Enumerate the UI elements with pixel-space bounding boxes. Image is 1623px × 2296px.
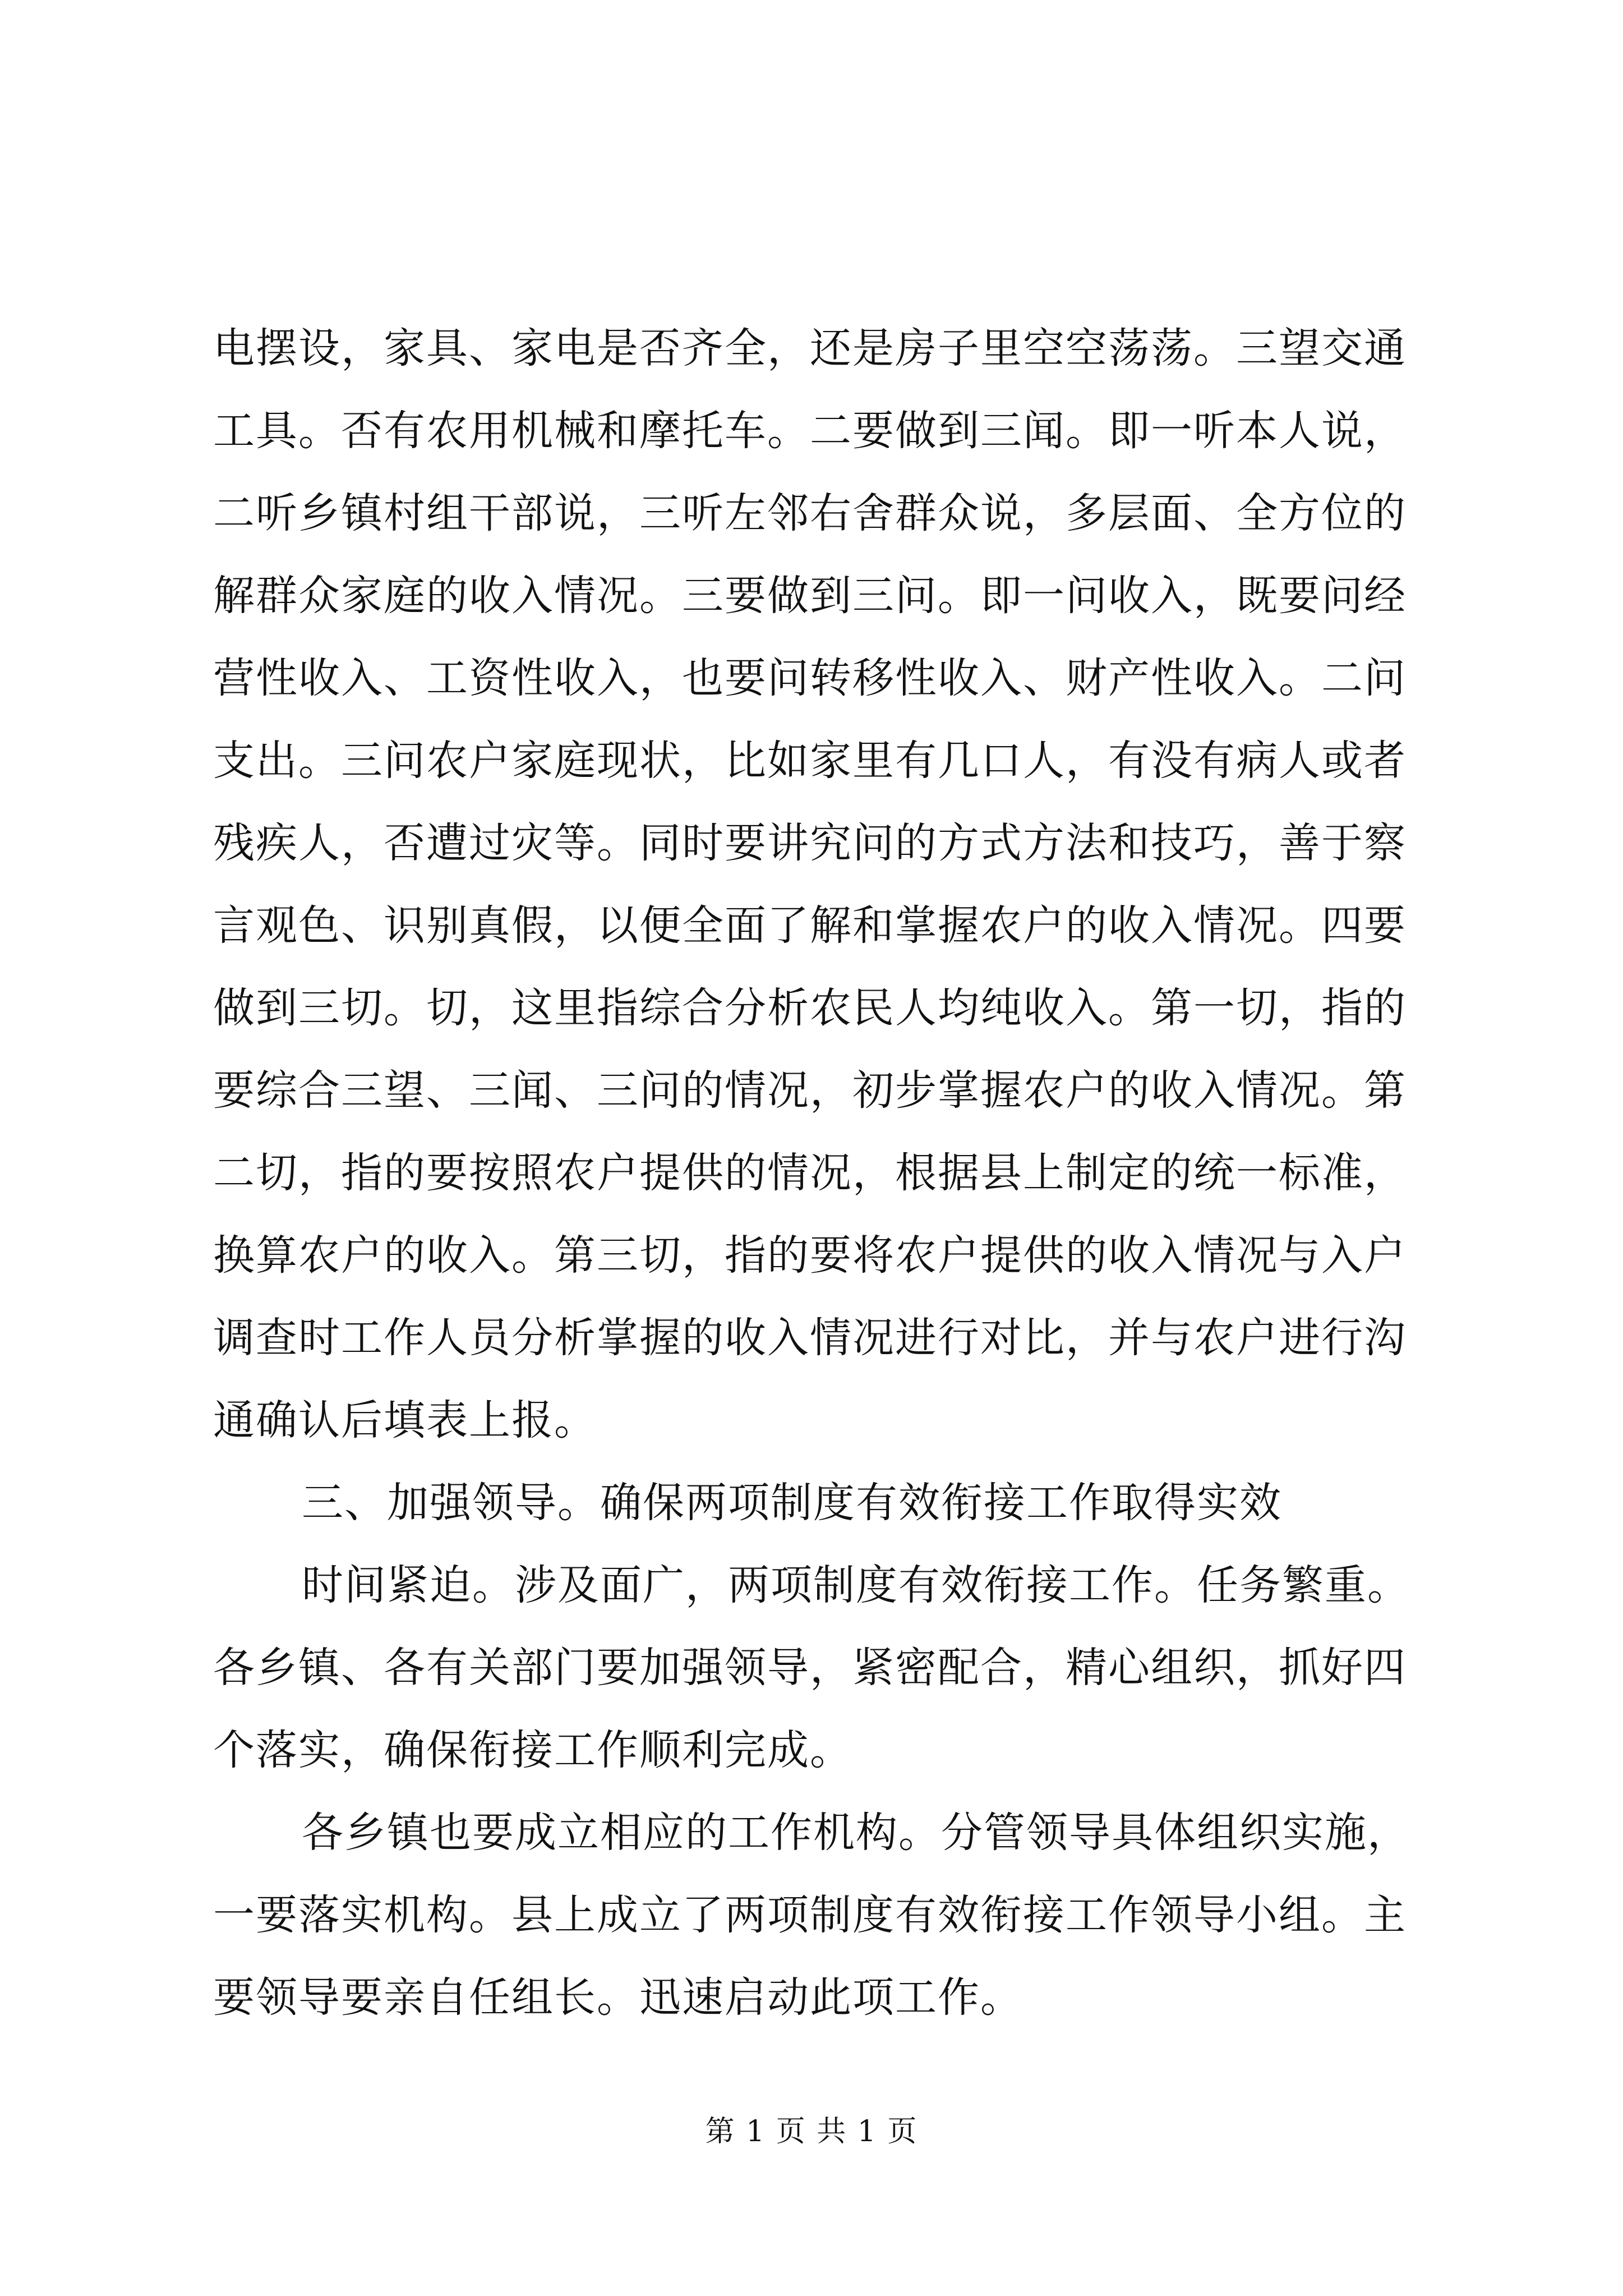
text-line: 要综合三望、三闻、三问的情况，初步掌握农户的收入情况。第	[213, 1066, 1407, 1115]
text-line: 通确认后填表上报。	[213, 1396, 597, 1444]
text-line: 残疾人，否遭过灾等。同时要讲究问的方式方法和技巧，善于察	[213, 819, 1407, 867]
text-line: 个落实，确保衔接工作顺利完成。	[213, 1726, 852, 1774]
document-body	[213, 307, 1413, 2039]
text-line: 二听乡镇村组干部说，三听左邻右舍群众说，多层面、全方位的	[213, 489, 1407, 537]
text-line: 三、加强领导。确保两项制度有效衔接工作取得实效	[302, 1479, 1282, 1527]
text-line: 工具。否有农用机械和摩托车。二要做到三闻。即一听本人说，	[213, 407, 1407, 455]
text-line: 时间紧迫。涉及面广，两项制度有效衔接工作。任务繁重。	[302, 1561, 1410, 1609]
text-line: 言观色、识别真假，以便全面了解和掌握农户的收入情况。四要	[213, 901, 1407, 950]
text-line: 要领导要亲自任组长。迅速启动此项工作。	[213, 1973, 1023, 2022]
text-line: 营性收入、工资性收入，也要问转移性收入、财产性收入。二问	[213, 654, 1407, 702]
text-line: 各乡镇也要成立相应的工作机构。分管领导具体组织实施，	[302, 1809, 1410, 1857]
text-line: 各乡镇、各有关部门要加强领导，紧密配合，精心组织，抓好四	[213, 1644, 1407, 1692]
text-line: 支出。三问农户家庭现状，比如家里有几口人，有没有病人或者	[213, 737, 1407, 785]
text-line: 换算农户的收入。第三切，指的要将农户提供的收入情况与入户	[213, 1231, 1407, 1280]
text-line: 解群众家庭的收入情况。三要做到三问。即一问收入，既要问经	[213, 572, 1407, 620]
text-line: 调查时工作人员分析掌握的收入情况进行对比，并与农户进行沟	[213, 1314, 1407, 1362]
text-line: 做到三切。切，这里指综合分析农民人均纯收入。第一切，指的	[213, 984, 1407, 1032]
text-line: 一要落实机构。县上成立了两项制度有效衔接工作领导小组。主	[213, 1891, 1407, 1939]
text-line: 电摆设，家具、家电是否齐全，还是房子里空空荡荡。三望交通	[213, 324, 1407, 372]
text-line: 二切，指的要按照农户提供的情况，根据县上制定的统一标准，	[213, 1149, 1407, 1197]
page-footer: 第 1 页 共 1 页	[705, 2115, 918, 2148]
